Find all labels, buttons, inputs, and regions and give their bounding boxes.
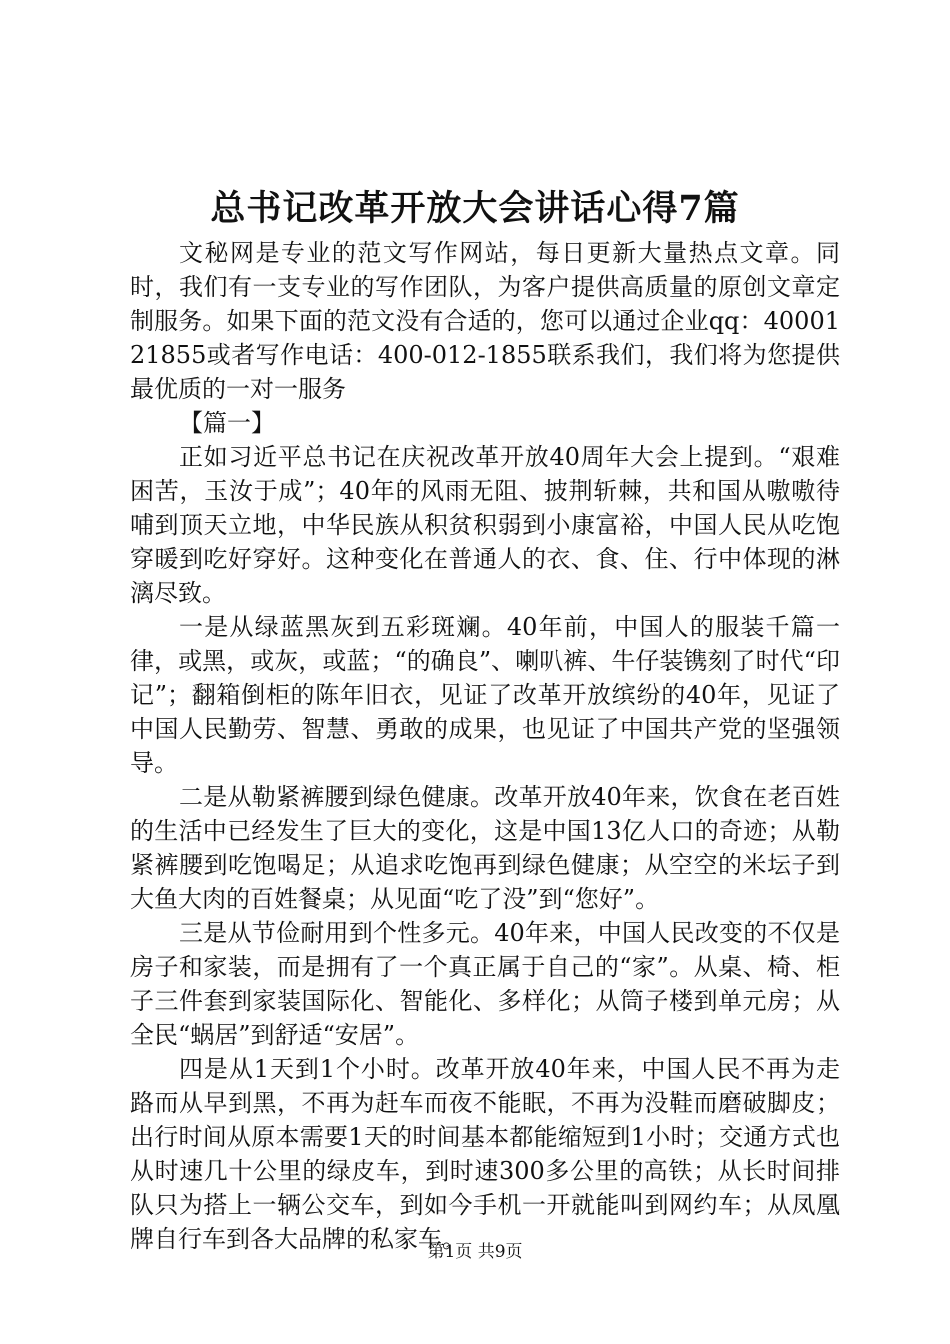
body-paragraph: 三是从节俭耐用到个性多元。40年来，中国人民改变的不仅是房子和家装，而是拥有了一个真正属于自己的“家”。从桌、椅、柜子三件套到家装国际化、智能化、多样化；从筒子楼到单元房；从全民“蜗居”到舒适“安居”。 [130, 919, 840, 1049]
document-body [130, 236, 840, 1256]
page-number-footer: 第1页 共9页 [427, 1242, 523, 1262]
body-paragraph: 一是从绿蓝黑灰到五彩斑斓。40年前，中国人的服装千篇一律，或黑，或灰，或蓝；“的确良”、喇叭裤、牛仔装镌刻了时代“印记”；翻箱倒柜的陈年旧衣，见证了改革开放缤纷的40年，见证了中国人民勤劳、智慧、勇敢的成果，也见证了中国共产党的坚强领导。 [130, 613, 840, 777]
intro-paragraph: 文秘网是专业的范文写作网站，每日更新大量热点文章。同时，我们有一支专业的写作团队，为客户提供高质量的原创文章定制服务。如果下面的范文没有合适的，您可以通过企业qq：4000121855或者写作电话：400-012-1855联系我们，我们将为您提供最优质的一对一服务 [130, 239, 840, 403]
body-paragraph: 四是从1天到1个小时。改革开放40年来，中国人民不再为走路而从早到黑，不再为赶车而夜不能眠，不再为没鞋而磨破脚皮；出行时间从原本需要1天的时间基本都能缩短到1小时；交通方式也从时速几十公里的绿皮车，到时速300多公里的高铁；从长时间排队只为搭上一辆公交车，到如今手机一开就能叫到网约车；从凤凰牌自行车到各大品牌的私家车。 [130, 1055, 840, 1253]
body-paragraph: 正如习近平总书记在庆祝改革开放40周年大会上提到。“艰难困苦，玉汝于成”；40年的风雨无阻、披荆斩棘，共和国从嗷嗷待哺到顶天立地，中华民族从积贫积弱到小康富裕，中国人民从吃饱穿暖到吃好穿好。这种变化在普通人的衣、食、住、行中体现的淋漓尽致。 [130, 443, 840, 607]
body-paragraph: 二是从勒紧裤腰到绿色健康。改革开放40年来，饮食在老百姓的生活中已经发生了巨大的变化，这是中国13亿人口的奇迹；从勒紧裤腰到吃饱喝足；从追求吃饱再到绿色健康；从空空的米坛子到大鱼大肉的百姓餐桌；从见面“吃了没”到“您好”。 [130, 783, 840, 913]
section-heading: 【篇一】 [179, 409, 275, 437]
document-title: 总书记改革开放大会讲话心得7篇 [210, 188, 740, 229]
